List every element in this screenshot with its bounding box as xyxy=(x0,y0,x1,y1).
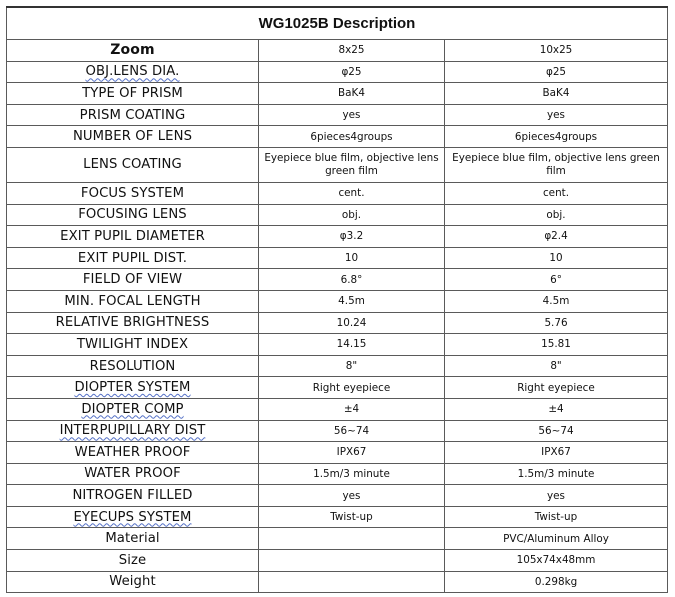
table-row xyxy=(7,83,668,105)
value-10x25-cell: yes xyxy=(445,104,668,126)
value-8x25-cell: 14.15 xyxy=(259,334,445,356)
table-row xyxy=(7,528,668,550)
value-8x25-cell xyxy=(259,528,445,550)
table-row xyxy=(7,247,668,269)
table-row xyxy=(7,126,668,148)
row-label-cell xyxy=(7,312,259,334)
row-label-cell xyxy=(7,269,259,291)
row-label: Zoom xyxy=(110,42,155,59)
value-8x25-cell: cent. xyxy=(259,182,445,204)
row-label-cell xyxy=(7,506,259,528)
row-label: RELATIVE BRIGHTNESS xyxy=(55,315,210,331)
value-8x25-cell: 8" xyxy=(259,355,445,377)
table-row xyxy=(7,147,668,182)
row-label: TYPE OF PRISM xyxy=(82,85,183,101)
value-10x25-cell: 8" xyxy=(445,355,668,377)
table-title: WG1025B Description xyxy=(7,7,668,40)
value-8x25-cell: Right eyepiece xyxy=(259,377,445,399)
row-label-cell xyxy=(7,182,259,204)
table-row xyxy=(7,571,668,593)
value-10x25-cell: cent. xyxy=(445,182,668,204)
row-label-cell xyxy=(7,420,259,442)
row-label-cell xyxy=(7,334,259,356)
row-label: EXIT PUPIL DIST. xyxy=(77,250,188,266)
row-label-cell xyxy=(7,204,259,226)
table-row xyxy=(7,377,668,399)
value-8x25-cell: 4.5m xyxy=(259,290,445,312)
row-label-cell xyxy=(7,126,259,148)
table-row xyxy=(7,506,668,528)
table-row xyxy=(7,269,668,291)
value-10x25-cell: Right eyepiece xyxy=(445,377,668,399)
value-10x25-cell: 6pieces4groups xyxy=(445,126,668,148)
row-label: LENS COATING xyxy=(83,157,182,173)
row-label: WATER PROOF xyxy=(84,466,181,482)
table-row xyxy=(7,40,668,62)
row-label-cell xyxy=(7,40,259,62)
row-label: PRISM COATING xyxy=(79,107,186,123)
value-10x25-cell: obj. xyxy=(445,204,668,226)
table-row xyxy=(7,226,668,248)
row-label: Material xyxy=(105,531,160,547)
row-label: EYECUPS SYSTEM xyxy=(73,509,192,525)
row-label: DIOPTER COMP xyxy=(81,401,184,417)
value-8x25-cell: obj. xyxy=(259,204,445,226)
value-10x25-cell: 5.76 xyxy=(445,312,668,334)
value-8x25-cell: 10 xyxy=(259,247,445,269)
value-10x25-cell: 4.5m xyxy=(445,290,668,312)
row-label: NITROGEN FILLED xyxy=(72,488,193,504)
value-8x25-cell: yes xyxy=(259,104,445,126)
row-label: FOCUS SYSTEM xyxy=(80,185,185,201)
row-label-cell xyxy=(7,528,259,550)
value-8x25-cell: φ3.2 xyxy=(259,226,445,248)
row-label: NUMBER OF LENS xyxy=(72,129,193,145)
table-row xyxy=(7,485,668,507)
value-10x25-cell: PVC/Aluminum Alloy xyxy=(445,528,668,550)
value-8x25-cell: 6pieces4groups xyxy=(259,126,445,148)
table-row xyxy=(7,355,668,377)
row-label: FIELD OF VIEW xyxy=(82,272,183,288)
row-label-cell xyxy=(7,398,259,420)
table-row xyxy=(7,204,668,226)
table-row xyxy=(7,61,668,83)
row-label: EXIT PUPIL DIAMETER xyxy=(60,228,205,244)
title-row xyxy=(7,7,668,40)
spec-table-body xyxy=(7,7,668,593)
row-label-cell xyxy=(7,83,259,105)
row-label-cell xyxy=(7,104,259,126)
value-8x25-cell: Eyepiece blue film, objective lens green film xyxy=(259,147,445,182)
value-8x25-cell xyxy=(259,550,445,572)
row-label: WEATHER PROOF xyxy=(74,444,191,460)
value-8x25-cell: 8x25 xyxy=(259,40,445,62)
value-10x25-cell: 1.5m/3 minute xyxy=(445,463,668,485)
row-label-cell xyxy=(7,377,259,399)
value-10x25-cell: 56~74 xyxy=(445,420,668,442)
value-10x25-cell: ±4 xyxy=(445,398,668,420)
value-8x25-cell: 56~74 xyxy=(259,420,445,442)
row-label-cell xyxy=(7,463,259,485)
value-10x25-cell: φ2.4 xyxy=(445,226,668,248)
value-8x25-cell: φ25 xyxy=(259,61,445,83)
row-label-cell xyxy=(7,226,259,248)
value-10x25-cell: 105x74x48mm xyxy=(445,550,668,572)
value-10x25-cell: yes xyxy=(445,485,668,507)
row-label-cell xyxy=(7,247,259,269)
value-10x25-cell: 10x25 xyxy=(445,40,668,62)
value-8x25-cell xyxy=(259,571,445,593)
value-8x25-cell: 6.8° xyxy=(259,269,445,291)
value-10x25-cell: Eyepiece blue film, objective lens green film xyxy=(445,147,668,182)
row-label-cell xyxy=(7,442,259,464)
value-10x25-cell: IPX67 xyxy=(445,442,668,464)
row-label-cell xyxy=(7,290,259,312)
table-row xyxy=(7,463,668,485)
value-8x25-cell: Twist-up xyxy=(259,506,445,528)
table-row xyxy=(7,290,668,312)
row-label: DIOPTER SYSTEM xyxy=(74,380,191,396)
row-label-cell xyxy=(7,355,259,377)
row-label-cell xyxy=(7,550,259,572)
table-row xyxy=(7,420,668,442)
spec-table xyxy=(6,6,668,593)
table-row xyxy=(7,442,668,464)
row-label: FOCUSING LENS xyxy=(78,207,187,223)
row-label: Weight xyxy=(109,574,156,590)
value-8x25-cell: BaK4 xyxy=(259,83,445,105)
row-label: Size xyxy=(118,552,147,568)
table-row xyxy=(7,104,668,126)
table-row xyxy=(7,312,668,334)
table-row xyxy=(7,334,668,356)
row-label: MIN. FOCAL LENGTH xyxy=(64,293,201,309)
row-label: INTERPUPILLARY DIST xyxy=(59,423,206,439)
row-label: RESOLUTION xyxy=(89,358,176,374)
value-10x25-cell: BaK4 xyxy=(445,83,668,105)
value-10x25-cell: 15.81 xyxy=(445,334,668,356)
row-label-cell xyxy=(7,571,259,593)
row-label-cell xyxy=(7,147,259,182)
value-10x25-cell: 10 xyxy=(445,247,668,269)
row-label: TWILIGHT INDEX xyxy=(76,336,189,352)
value-8x25-cell: yes xyxy=(259,485,445,507)
value-10x25-cell: Twist-up xyxy=(445,506,668,528)
value-8x25-cell: 1.5m/3 minute xyxy=(259,463,445,485)
value-10x25-cell: 6° xyxy=(445,269,668,291)
value-8x25-cell: 10.24 xyxy=(259,312,445,334)
value-10x25-cell: φ25 xyxy=(445,61,668,83)
value-10x25-cell: 0.298kg xyxy=(445,571,668,593)
row-label-cell xyxy=(7,61,259,83)
table-row xyxy=(7,182,668,204)
value-8x25-cell: IPX67 xyxy=(259,442,445,464)
table-row xyxy=(7,398,668,420)
row-label-cell xyxy=(7,485,259,507)
row-label: OBJ.LENS DIA. xyxy=(85,64,180,80)
table-row xyxy=(7,550,668,572)
value-8x25-cell: ±4 xyxy=(259,398,445,420)
